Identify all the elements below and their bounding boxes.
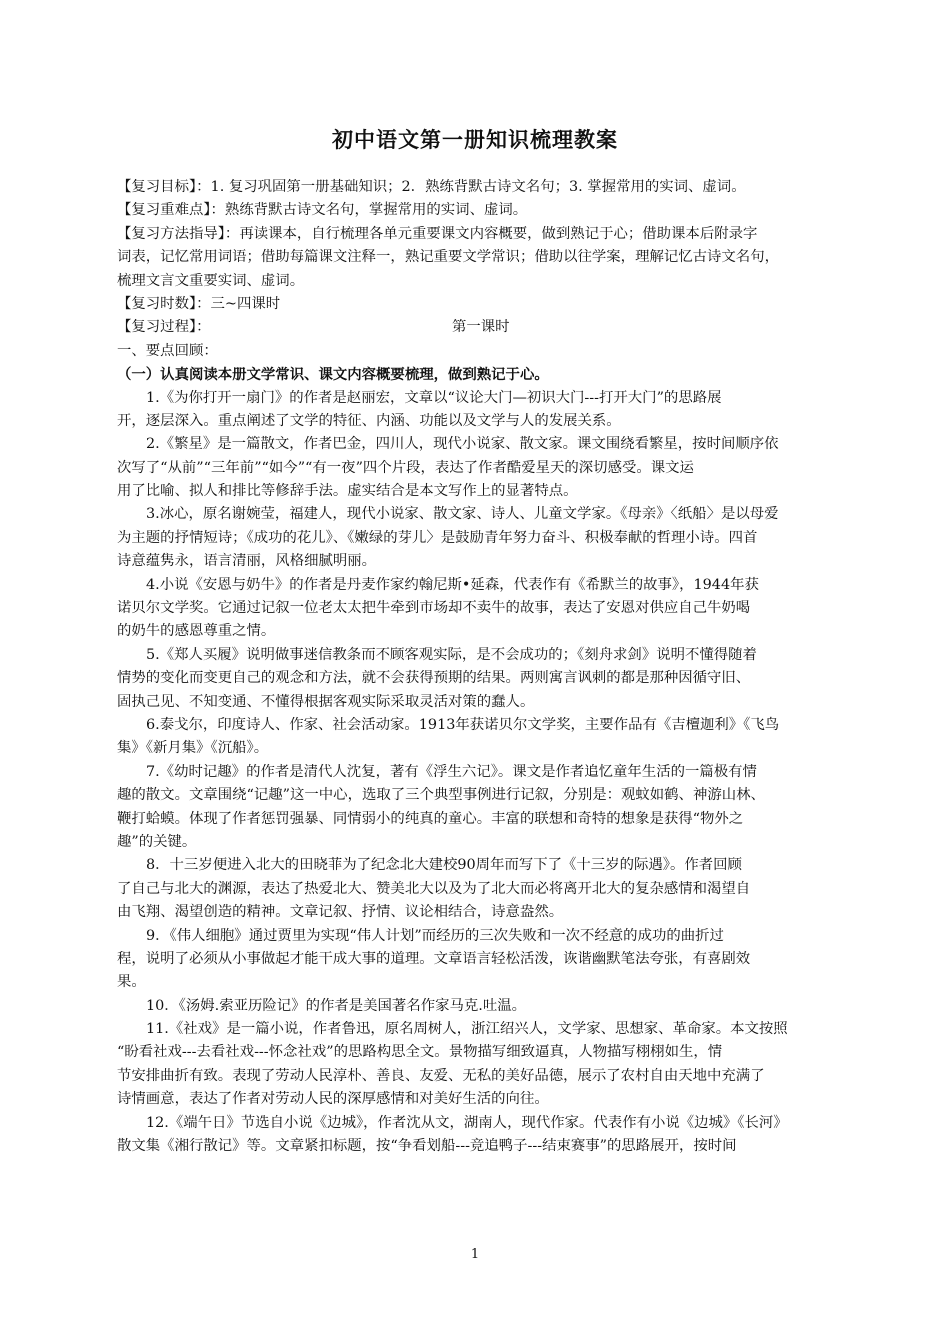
text-line: 梳理文言文重要实词、虚词。 — [117, 272, 305, 289]
text-line: 情势的变化而变更自己的观念和方法，就不会获得预期的结果。两则寓言讽刺的都是那种因循守旧、 — [117, 670, 751, 687]
text-line: 诗情画意，表达了作者对劳动人民的深厚感情和对美好生活的向往。 — [117, 1091, 549, 1108]
text-line: 了自己与北大的渊源，表达了热爱北大、赞美北大以及为了北大而必将离开北大的复杂感情和渴望自 — [117, 880, 751, 897]
text-line: 11.《社戏》是一篇小说，作者鲁迅，原名周树人，浙江绍兴人，文学家、思想家、革命家。本文按照 — [146, 1021, 788, 1038]
text-line: 9．《伟人细胞》通过贾里为实现“伟人计划”而经历的三次失败和一次不经意的成功的曲折过 — [146, 927, 724, 944]
text-line: 【复习目标】：1. 复习巩固第一册基础知识；2．熟练背默古诗文名句；3. 掌握常用的实词、虚词。 — [117, 179, 746, 195]
lesson-label: 第一课时 — [452, 319, 510, 336]
section-heading: 一、要点回顾： — [117, 342, 218, 359]
text-line: 鞭打蛤蟆。体现了作者惩罚强暴、同情弱小的纯真的童心。丰富的联想和奇特的想象是获得“物外之 — [117, 810, 744, 827]
text-line: 趣的散文。文章围绕“记趣”这一中心，选取了三个典型事例进行记叙，分别是：观蚊如鹤、神游山林、 — [117, 787, 765, 804]
text-line: 【复习重难点】：熟练背默古诗文名句，掌握常用的实词、虚词。 — [117, 202, 528, 219]
text-line: 2.《繁星》是一篇散文，作者巴金，四川人，现代小说家、散文家。课文围绕看繁星，按时间顺序依 — [146, 436, 779, 453]
text-line: 3.冰心，原名谢婉莹，福建人，现代小说家、散文家、诗人、儿童文学家。《母亲》〈纸船〉是以母爱 — [146, 506, 779, 523]
text-line: 8．十三岁便进入北大的田晓菲为了纪念北大建校90周年而写下了《十三岁的际遇》。作者回顾 — [146, 857, 742, 874]
text-line: 开，逐层深入。重点阐述了文学的特征、内涵、功能以及文学与人的发展关系。 — [117, 412, 621, 429]
document-body — [117, 176, 837, 1158]
text-line: 12.《端午日》节选自小说《边城》，作者沈从文，湖南人，现代作家。代表作有小说《边城》《长河》 — [146, 1114, 788, 1131]
document-title: 初中语文第一册知识梳理教案 — [332, 127, 618, 152]
text-line: 散文集《湘行散记》等。文章紧扣标题，按“争看划船---竞追鸭子---结束赛事”的思路展开，按时间 — [117, 1138, 737, 1155]
text-line: 诗意蕴隽永，语言清丽，风格细腻明丽。 — [117, 553, 377, 570]
text-line: 【复习时数】：三~四课时 — [117, 295, 281, 312]
text-line: 7.《幼时记趣》的作者是清代人沈复，著有《浮生六记》。课文是作者追忆童年生活的一篇极有情 — [146, 763, 757, 780]
text-line: 由飞翔、渴望创造的精神。文章记叙、抒情、议论相结合，诗意盎然。 — [117, 904, 564, 921]
text-line: 5.《郑人买履》说明做事迷信教条而不顾客观实际，是不会成功的；《刻舟求剑》说明不懂得随着 — [146, 646, 757, 663]
text-line-with-lesson — [117, 316, 837, 339]
text-line: 的奶牛的感恩尊重之情。 — [117, 623, 276, 640]
text-line: 为主题的抒情短诗；《成功的花儿》、《嫩绿的芽儿〉是鼓励青年努力奋斗、积极奉献的哲理小诗。四首 — [117, 529, 758, 546]
text-line: 用了比喻、拟人和排比等修辞手法。虚实结合是本文写作上的显著特点。 — [117, 483, 578, 500]
text-line: 果。 — [117, 974, 146, 991]
text-line: 【复习方法指导】：再读课本，自行梳理各单元重要课文内容概要，做到熟记于心；借助课本后附录字 — [117, 225, 758, 242]
text-line: 6.泰戈尔，印度诗人、作家、社会活动家。1913年获诺贝尔文学奖，主要作品有《吉檀迦利》《飞鸟 — [146, 716, 780, 733]
page-number: 1 — [470, 1247, 480, 1262]
subsection-heading: （一）认真阅读本册文学常识、课文内容概要梳理，做到熟记于心。 — [117, 366, 549, 384]
text-line: 诺贝尔文学奖。它通过记叙一位老太太把牛牵到市场却不卖牛的故事，表达了安恩对供应自己牛奶喝 — [117, 600, 751, 617]
text-line: 10．《汤姆.索亚历险记》的作者是美国著名作家马克.吐温。 — [146, 997, 527, 1014]
text-line: 固执己见、不知变通、不懂得根据客观实际采取灵活对策的蠢人。 — [117, 693, 535, 710]
text-line: 4.小说《安恩与奶牛》的作者是丹麦作家约翰尼斯•延森，代表作有《希默兰的故事》，1944年获 — [146, 576, 759, 593]
text-line: 词表，记忆常用词语；借助每篇课文注释一，熟记重要文学常识；借助以往学案，理解记忆古诗文名句， — [117, 249, 779, 266]
text-line: 节安排曲折有致。表现了劳动人民淳朴、善良、友爱、无私的美好品德，展示了农村自由天地中充满了 — [117, 1067, 765, 1084]
text-line: 程，说明了必须从小事做起才能干成大事的道理。文章语言轻松活泼，诙谐幽默笔法夸张，有喜剧效 — [117, 950, 751, 967]
text-line: 【复习过程】： — [117, 319, 211, 336]
text-line: “盼看社戏---去看社戏---怀念社戏”的思路构思全文。景物描写细致逼真，人物描写栩栩如生，情 — [117, 1044, 723, 1061]
text-line: 集》《新月集》《沉船》。 — [117, 740, 269, 757]
text-line: 趣”的关键。 — [117, 833, 197, 850]
text-line: 1.《为你打开一扇门》的作者是赵丽宏，文章以“议论大门—初识大门---打开大门”的思路展 — [146, 389, 722, 406]
text-line: 次写了“从前”“三年前”“如今”“有一夜”四个片段，表达了作者酷爱星天的深切感受。课文运 — [117, 459, 694, 476]
